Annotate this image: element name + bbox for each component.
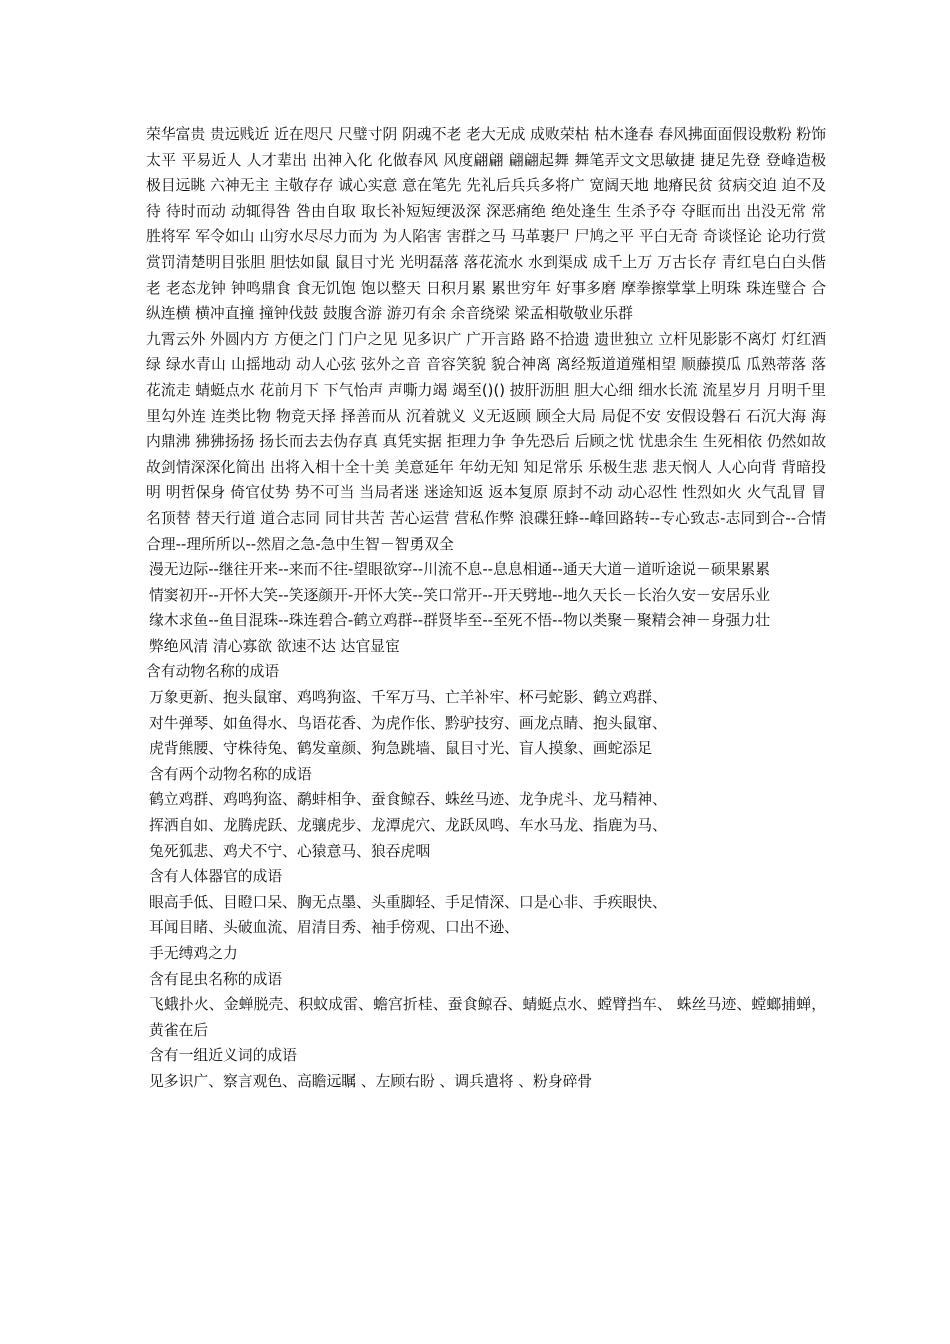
idiom-chain-line-3: 缘木求鱼--鱼目混珠--珠连碧合-鹤立鸡群--群贤毕至--至死不悟--物以类聚－聚精会神－身强力壮 [149, 612, 771, 630]
insect-idioms-line-1: 飞蛾扑火、金蝉脱壳、积蚊成雷、蟾宫折桂、蚕食鲸吞、蜻蜓点水、螳臂挡车、 蛛丝马迹、螳螂捕蝉，黄雀在后 [149, 996, 826, 1039]
idiom-chain-paragraph-1: 荣华富贵 贵远贱近 近在咫尺 尺璧寸阴 阴魂不老 老大无成 成败荣枯 枯木逢春 春风拂面面假设敷粉 粉饰太平 平易近人 人才辈出 出神入化 化做春风 风度翩翩 翩翩起舞 舞笔弄文文思敏捷 捷足先登 登峰造极 极目远眺 六神无主 主敬存存 诚心实意 意在笔先 先礼后兵兵多将广 宽阔天地 地瘠民贫 贫病交迫 迫不及待 待时而动 动辄得咎 咎由自取 取长补短短绠汲深 深恶痛绝 绝处逢生 生杀予夺 夺眶而出 出没无常 常胜将军 军令如山 山穷水尽尽力而为 为人陷害 害群之马 马革裹尸 尸鸠之平 平白无奇 奇谈怪论 论功行赏 赏罚清楚明目张胆 胆怯如鼠 鼠目寸光 光明磊落 落花流水 水到渠成 成千上万 万古长存 青红皂白白头偕老 老态龙钟 钟鸣鼎食 食无饥饱 饱以整天 日积月累 累世穷年 好事多磨 摩拳擦掌掌上明珠 珠连璧合 合纵连横 横冲直撞 撞钟伐鼓 鼓腹含游 游刃有余 余音绕梁 梁孟相敬敬业乐群 [146, 126, 826, 323]
section-heading-animals: 含有动物名称的成语 [146, 663, 280, 681]
section-heading-insects: 含有昆虫名称的成语 [149, 970, 283, 988]
body-part-idioms-line-1: 眼高手低、目瞪口呆、胸无点墨、头重脚轻、手足情深、口是心非、手疾眼快、 [149, 893, 667, 911]
section-heading-two-animals: 含有两个动物名称的成语 [149, 765, 312, 783]
idiom-chain-paragraph-2: 九霄云外 外圆内方 方便之门 门户之见 见多识广 广开言路 路不拾遗 遗世独立 立杆见影影不离灯 灯红酒绿 绿水青山 山摇地动 动人心弦 弦外之音 音容笑貌 貌合神离 离经叛道道殣相望 顺藤摸瓜 瓜熟蒂落 落花流走 蜻蜓点水 花前月下 下气怡声 声嘶力竭 竭至()() 披肝沥胆 胆大心细 细水长流 流星岁月 月明千里 里勾外连 连类比物 物竞天择 择善而从 沉着就义 义无返顾 顾全大局 局促不安 安假设磐石 石沉大海 海内鼎沸 狒狒扬扬 扬长而去去伪存真 真凭实据 拒理力争 争先恐后 后顾之忧 忧患余生 生死相依 仍然如故 故剑情深深化简出 出将入相十全十美 美意延年 年幼无知 知足常乐 乐极生悲 悲天悯人 人心向背 背暗投明 明哲保身 倚官仗势 势不可当 当局者迷 迷途知返 返本复原 原封不动 动心忍性 性烈如火 火气乱冒 冒名顶替 替天行道 道合志同 同甘共苦 苦心运营 营私作弊 浪碟狂蜂--峰回路转--专心致志-志同到合--合情合理--理所所以--然眉之急-急中生智－智勇双全 [146, 330, 826, 553]
synonym-idioms-line-1: 见多识广、察言观色、高瞻远瞩 、左顾右盼 、调兵遣将 、粉身碎骨 [149, 1072, 593, 1090]
section-heading-synonyms: 含有一组近义词的成语 [149, 1047, 297, 1065]
document-body [146, 122, 826, 1095]
idiom-chain-line-1: 漫无边际--继往开来--来而不往-望眼欲穿--川流不息--息息相通--通天大道－道听途说－硕果累累 [149, 561, 771, 579]
two-animal-idioms-line-1: 鹤立鸡群、鸡鸣狗盗、鹬蚌相争、蚕食鲸吞、蛛丝马迹、龙争虎斗、龙马精神、 [149, 791, 667, 809]
animal-idioms-line-3: 虎背熊腰、守株待兔、鹤发童颜、狗急跳墙、鼠目寸光、盲人摸象、画蛇添足 [149, 740, 653, 758]
animal-idioms-line-1: 万象更新、抱头鼠窜、鸡鸣狗盗、千军万马、亡羊补牢、杯弓蛇影、鹤立鸡群、 [149, 689, 667, 707]
body-part-idioms-line-3: 手无缚鸡之力 [149, 945, 238, 962]
two-animal-idioms-line-2: 挥洒自如、龙腾虎跃、龙骧虎步、龙潭虎穴、龙跃凤鸣、车水马龙、指鹿为马、 [149, 817, 667, 835]
idiom-chain-line-2: 情窦初开--开怀大笑--笑逐颜开-开怀大笑--笑口常开--开天劈地--地久天长－长治久安－安居乐业 [149, 586, 771, 604]
idiom-chain-line-4: 弊绝风清 清心寡欲 欲速不达 达官显宦 [149, 637, 400, 655]
body-part-idioms-line-2: 耳闻目睹、头破血流、眉清目秀、袖手傍观、口出不逊、 [149, 919, 519, 937]
animal-idioms-line-2: 对牛弹琴、如鱼得水、鸟语花香、为虎作伥、黔驴技穷、画龙点睛、抱头鼠窜、 [149, 714, 667, 732]
section-heading-body-parts: 含有人体器官的成语 [149, 868, 283, 886]
two-animal-idioms-line-3: 兔死狐悲、鸡犬不宁、心猿意马、狼吞虎咽 [149, 842, 431, 860]
